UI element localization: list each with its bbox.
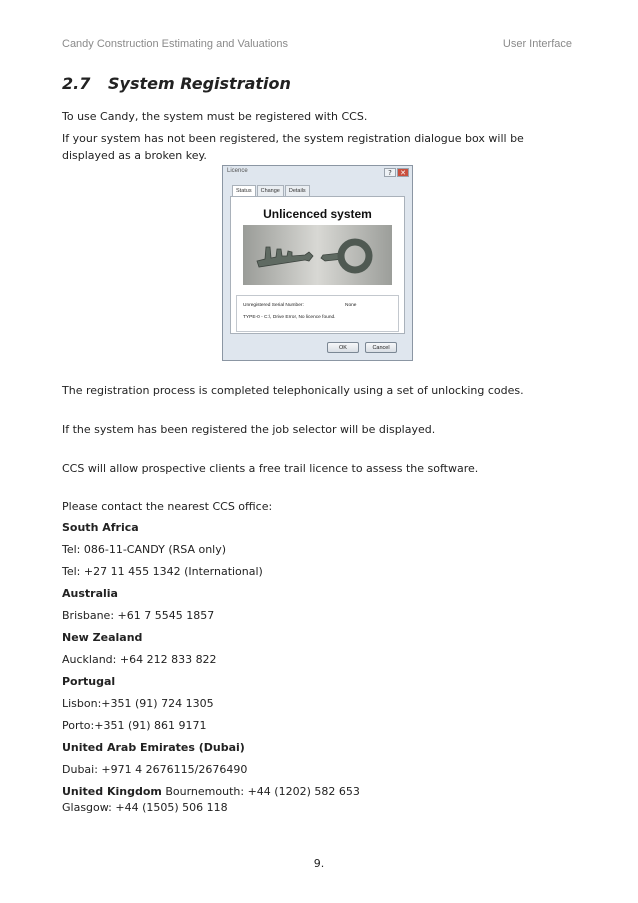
page-number: 9. [313,857,325,870]
cancel-button[interactable]: Cancel [365,342,397,353]
region-heading-united-kingdom: United Kingdom [62,785,162,798]
contact-intro-text: Please contact the nearest CCS office: [62,500,273,513]
running-header-right: User Interface [502,38,572,50]
job-selector-text: If the system has been registered the job selector will be displayed. [62,423,436,436]
licence-type-line: TYPE-0 - C:\, Drive Error, No licence found. [243,315,336,320]
section-title: System Registration [108,74,291,93]
serial-value: None [345,303,357,308]
serial-label: Unregistered Serial Number: [243,303,304,308]
trial-licence-text: CCS will allow prospective clients a free trail licence to assess the software. [62,462,479,475]
unlicenced-heading: Unlicenced system [263,207,372,221]
contact-line: Tel: +27 11 455 1342 (International) [62,565,263,578]
section-heading [62,74,291,93]
contact-line: Brisbane: +61 7 5545 1857 [62,609,215,622]
contact-line: Auckland: +64 212 833 822 [62,653,217,666]
uk-contact-line [62,785,360,798]
help-icon[interactable]: ? [384,168,396,177]
intro-paragraph: To use Candy, the system must be registered with CCS. [62,110,368,123]
contact-line: Bournemouth: +44 (1202) 582 653 [161,785,360,798]
region-heading-australia: Australia [62,587,118,600]
dialog-title: Licence [227,168,248,174]
dialog-tabs [232,185,311,196]
licence-dialog [222,165,413,361]
status-panel [230,196,405,334]
tab-details[interactable]: Details [285,185,310,196]
ok-button[interactable]: OK [327,342,359,353]
region-heading-portugal: Portugal [62,675,116,688]
tab-status[interactable]: Status [232,185,256,196]
running-header-left: Candy Construction Estimating and Valuations [62,38,289,50]
close-icon[interactable]: ✕ [397,168,409,177]
contact-line: Porto:+351 (91) 861 9171 [62,719,207,732]
contact-line: Dubai: +971 4 2676115/2676490 [62,763,248,776]
region-heading-new-zealand: New Zealand [62,631,143,644]
contact-line: Tel: 086-11-CANDY (RSA only) [62,543,227,556]
registration-process-text: The registration process is completed telephonically using a set of unlocking codes. [62,384,524,397]
unregistered-paragraph: If your system has not been registered, the system registration dialogue box will be displayed as a broken key. [62,132,524,162]
region-heading-uae: United Arab Emirates (Dubai) [62,741,245,754]
licence-info-box [236,295,399,332]
contact-line: Lisbon:+351 (91) 724 1305 [62,697,214,710]
tab-change[interactable]: Change [257,185,284,196]
region-heading-south-africa: South Africa [62,521,139,534]
section-number: 2.7 [62,74,91,93]
contact-line: Glasgow: +44 (1505) 506 118 [62,801,228,814]
broken-key-image [243,225,392,285]
broken-key-icon [243,225,392,285]
